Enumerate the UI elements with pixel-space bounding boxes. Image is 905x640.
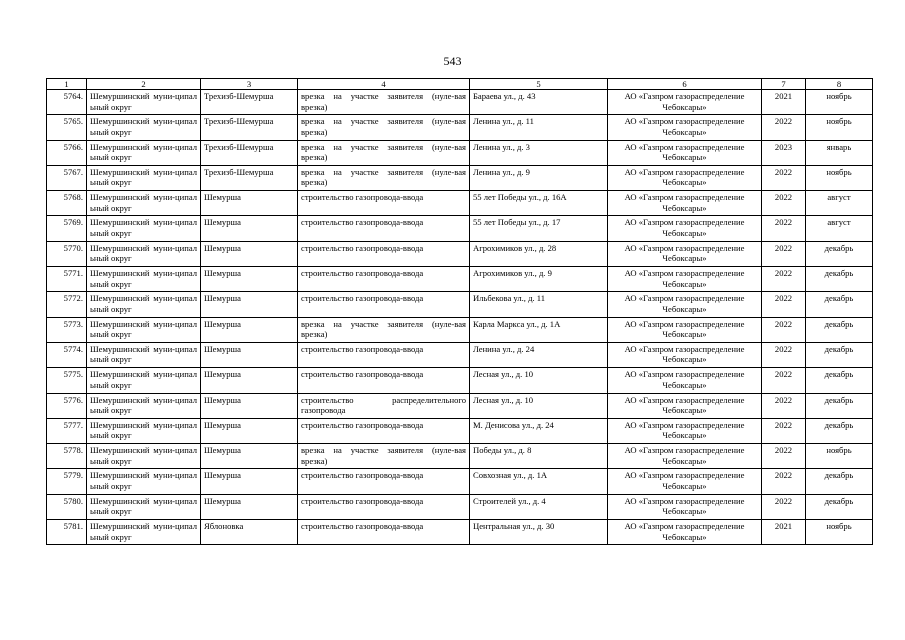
district-cell: Шемуршинский муни-ципальный округ: [87, 494, 201, 519]
district-cell: Шемуршинский муни-ципальный округ: [87, 469, 201, 494]
row-number: 5772.: [47, 292, 87, 317]
table-row: [47, 165, 873, 190]
work-type-cell: строительство газопровода-ввода: [298, 469, 470, 494]
row-number: 5777.: [47, 418, 87, 443]
year-cell: 2022: [762, 267, 806, 292]
column-header: 7: [762, 79, 806, 90]
table-row: [47, 115, 873, 140]
work-type-cell: врезка на участке заявителя (нуле-вая врезка): [298, 115, 470, 140]
year-cell: 2022: [762, 115, 806, 140]
row-number: 5773.: [47, 317, 87, 342]
row-number: 5765.: [47, 115, 87, 140]
organization-cell: АО «Газпром газораспределение Чебоксары»: [608, 444, 762, 469]
locality-cell: Шемурша: [201, 368, 298, 393]
column-header: 6: [608, 79, 762, 90]
month-cell: ноябрь: [806, 165, 873, 190]
table-row: [47, 469, 873, 494]
month-cell: декабрь: [806, 267, 873, 292]
district-cell: Шемуршинский муни-ципальный округ: [87, 216, 201, 241]
column-header: 4: [298, 79, 470, 90]
work-type-cell: строительство газопровода-ввода: [298, 191, 470, 216]
month-cell: декабрь: [806, 342, 873, 367]
table-row: [47, 368, 873, 393]
district-cell: Шемуршинский муни-ципальный округ: [87, 90, 201, 115]
locality-cell: Шемурша: [201, 241, 298, 266]
row-number: 5766.: [47, 140, 87, 165]
district-cell: Шемуршинский муни-ципальный округ: [87, 418, 201, 443]
month-cell: декабрь: [806, 393, 873, 418]
work-type-cell: строительство распределительного газопровода: [298, 393, 470, 418]
district-cell: Шемуршинский муни-ципальный округ: [87, 342, 201, 367]
address-cell: 55 лет Победы ул., д. 17: [470, 216, 608, 241]
organization-cell: АО «Газпром газораспределение Чебоксары»: [608, 292, 762, 317]
gasification-table: [46, 78, 873, 545]
month-cell: декабрь: [806, 292, 873, 317]
row-number: 5771.: [47, 267, 87, 292]
month-cell: декабрь: [806, 317, 873, 342]
row-number: 5776.: [47, 393, 87, 418]
organization-cell: АО «Газпром газораспределение Чебоксары»: [608, 165, 762, 190]
year-cell: 2023: [762, 140, 806, 165]
organization-cell: АО «Газпром газораспределение Чебоксары»: [608, 267, 762, 292]
district-cell: Шемуршинский муни-ципальный округ: [87, 444, 201, 469]
month-cell: ноябрь: [806, 520, 873, 545]
column-header: 2: [87, 79, 201, 90]
locality-cell: Яблоновка: [201, 520, 298, 545]
address-cell: Бараева ул., д. 43: [470, 90, 608, 115]
organization-cell: АО «Газпром газораспределение Чебоксары»: [608, 494, 762, 519]
organization-cell: АО «Газпром газораспределение Чебоксары»: [608, 469, 762, 494]
address-cell: Ильбекова ул., д. 11: [470, 292, 608, 317]
table-row: [47, 216, 873, 241]
district-cell: Шемуршинский муни-ципальный округ: [87, 520, 201, 545]
table-row: [47, 393, 873, 418]
locality-cell: Шемурша: [201, 292, 298, 317]
table-row: [47, 90, 873, 115]
organization-cell: АО «Газпром газораспределение Чебоксары»: [608, 191, 762, 216]
district-cell: Шемуршинский муни-ципальный округ: [87, 165, 201, 190]
year-cell: 2022: [762, 292, 806, 317]
year-cell: 2022: [762, 191, 806, 216]
locality-cell: Трехизб-Шемурша: [201, 140, 298, 165]
work-type-cell: строительство газопровода-ввода: [298, 494, 470, 519]
locality-cell: Шемурша: [201, 418, 298, 443]
month-cell: ноябрь: [806, 90, 873, 115]
organization-cell: АО «Газпром газораспределение Чебоксары»: [608, 393, 762, 418]
year-cell: 2021: [762, 520, 806, 545]
table-row: [47, 342, 873, 367]
year-cell: 2022: [762, 165, 806, 190]
organization-cell: АО «Газпром газораспределение Чебоксары»: [608, 520, 762, 545]
month-cell: январь: [806, 140, 873, 165]
month-cell: август: [806, 216, 873, 241]
table-row: [47, 292, 873, 317]
table-row: [47, 317, 873, 342]
address-cell: Совхозная ул., д. 1А: [470, 469, 608, 494]
address-cell: Агрохимиков ул., д. 9: [470, 267, 608, 292]
work-type-cell: строительство газопровода-ввода: [298, 292, 470, 317]
district-cell: Шемуршинский муни-ципальный округ: [87, 115, 201, 140]
table-row: [47, 140, 873, 165]
district-cell: Шемуршинский муни-ципальный округ: [87, 140, 201, 165]
work-type-cell: врезка на участке заявителя (нуле-вая врезка): [298, 140, 470, 165]
month-cell: ноябрь: [806, 115, 873, 140]
table-row: [47, 418, 873, 443]
row-number: 5778.: [47, 444, 87, 469]
address-cell: Победы ул., д. 8: [470, 444, 608, 469]
locality-cell: Шемурша: [201, 444, 298, 469]
organization-cell: АО «Газпром газораспределение Чебоксары»: [608, 216, 762, 241]
table-row: [47, 191, 873, 216]
locality-cell: Трехизб-Шемурша: [201, 115, 298, 140]
address-cell: Строителей ул., д. 4: [470, 494, 608, 519]
district-cell: Шемуршинский муни-ципальный округ: [87, 191, 201, 216]
work-type-cell: врезка на участке заявителя (нуле-вая врезка): [298, 90, 470, 115]
month-cell: декабрь: [806, 418, 873, 443]
row-number: 5780.: [47, 494, 87, 519]
district-cell: Шемуршинский муни-ципальный округ: [87, 393, 201, 418]
organization-cell: АО «Газпром газораспределение Чебоксары»: [608, 368, 762, 393]
row-number: 5779.: [47, 469, 87, 494]
month-cell: ноябрь: [806, 444, 873, 469]
address-cell: Лесная ул., д. 10: [470, 368, 608, 393]
district-cell: Шемуршинский муни-ципальный округ: [87, 317, 201, 342]
address-cell: 55 лет Победы ул., д. 16А: [470, 191, 608, 216]
header-row: [47, 79, 873, 90]
locality-cell: Трехизб-Шемурша: [201, 90, 298, 115]
row-number: 5770.: [47, 241, 87, 266]
month-cell: декабрь: [806, 494, 873, 519]
table-row: [47, 494, 873, 519]
work-type-cell: строительство газопровода-ввода: [298, 520, 470, 545]
month-cell: декабрь: [806, 368, 873, 393]
locality-cell: Трехизб-Шемурша: [201, 165, 298, 190]
locality-cell: Шемурша: [201, 317, 298, 342]
address-cell: Центральная ул., д. 30: [470, 520, 608, 545]
organization-cell: АО «Газпром газораспределение Чебоксары»: [608, 317, 762, 342]
row-number: 5764.: [47, 90, 87, 115]
district-cell: Шемуршинский муни-ципальный округ: [87, 292, 201, 317]
row-number: 5768.: [47, 191, 87, 216]
work-type-cell: строительство газопровода-ввода: [298, 342, 470, 367]
district-cell: Шемуршинский муни-ципальный округ: [87, 267, 201, 292]
year-cell: 2022: [762, 216, 806, 241]
work-type-cell: врезка на участке заявителя (нуле-вая врезка): [298, 317, 470, 342]
page-number: 543: [443, 54, 462, 68]
row-number: 5781.: [47, 520, 87, 545]
address-cell: Карла Маркса ул., д. 1А: [470, 317, 608, 342]
work-type-cell: врезка на участке заявителя (нуле-вая врезка): [298, 165, 470, 190]
locality-cell: Шемурша: [201, 469, 298, 494]
row-number: 5775.: [47, 368, 87, 393]
month-cell: август: [806, 191, 873, 216]
table-row: [47, 520, 873, 545]
address-cell: Ленина ул., д. 3: [470, 140, 608, 165]
organization-cell: АО «Газпром газораспределение Чебоксары»: [608, 342, 762, 367]
work-type-cell: строительство газопровода-ввода: [298, 418, 470, 443]
column-header: 8: [806, 79, 873, 90]
organization-cell: АО «Газпром газораспределение Чебоксары»: [608, 140, 762, 165]
work-type-cell: строительство газопровода-ввода: [298, 241, 470, 266]
district-cell: Шемуршинский муни-ципальный округ: [87, 368, 201, 393]
row-number: 5769.: [47, 216, 87, 241]
work-type-cell: врезка на участке заявителя (нуле-вая врезка): [298, 444, 470, 469]
district-cell: Шемуршинский муни-ципальный округ: [87, 241, 201, 266]
address-cell: Лесная ул., д. 10: [470, 393, 608, 418]
work-type-cell: строительство газопровода-ввода: [298, 368, 470, 393]
year-cell: 2022: [762, 469, 806, 494]
year-cell: 2021: [762, 90, 806, 115]
year-cell: 2022: [762, 317, 806, 342]
year-cell: 2022: [762, 393, 806, 418]
column-header: 5: [470, 79, 608, 90]
organization-cell: АО «Газпром газораспределение Чебоксары»: [608, 241, 762, 266]
locality-cell: Шемурша: [201, 494, 298, 519]
address-cell: Агрохимиков ул., д. 28: [470, 241, 608, 266]
locality-cell: Шемурша: [201, 191, 298, 216]
year-cell: 2022: [762, 342, 806, 367]
table-row: [47, 444, 873, 469]
work-type-cell: строительство газопровода-ввода: [298, 216, 470, 241]
year-cell: 2022: [762, 494, 806, 519]
work-type-cell: строительство газопровода-ввода: [298, 267, 470, 292]
year-cell: 2022: [762, 444, 806, 469]
row-number: 5774.: [47, 342, 87, 367]
organization-cell: АО «Газпром газораспределение Чебоксары»: [608, 115, 762, 140]
locality-cell: Шемурша: [201, 216, 298, 241]
address-cell: М. Денисова ул., д. 24: [470, 418, 608, 443]
row-number: 5767.: [47, 165, 87, 190]
month-cell: декабрь: [806, 241, 873, 266]
organization-cell: АО «Газпром газораспределение Чебоксары»: [608, 418, 762, 443]
address-cell: Ленина ул., д. 11: [470, 115, 608, 140]
year-cell: 2022: [762, 368, 806, 393]
address-cell: Ленина ул., д. 24: [470, 342, 608, 367]
table-row: [47, 267, 873, 292]
address-cell: Ленина ул., д. 9: [470, 165, 608, 190]
locality-cell: Шемурша: [201, 393, 298, 418]
column-header: 1: [47, 79, 87, 90]
column-header: 3: [201, 79, 298, 90]
locality-cell: Шемурша: [201, 342, 298, 367]
month-cell: декабрь: [806, 469, 873, 494]
organization-cell: АО «Газпром газораспределение Чебоксары»: [608, 90, 762, 115]
locality-cell: Шемурша: [201, 267, 298, 292]
year-cell: 2022: [762, 241, 806, 266]
table-row: [47, 241, 873, 266]
year-cell: 2022: [762, 418, 806, 443]
